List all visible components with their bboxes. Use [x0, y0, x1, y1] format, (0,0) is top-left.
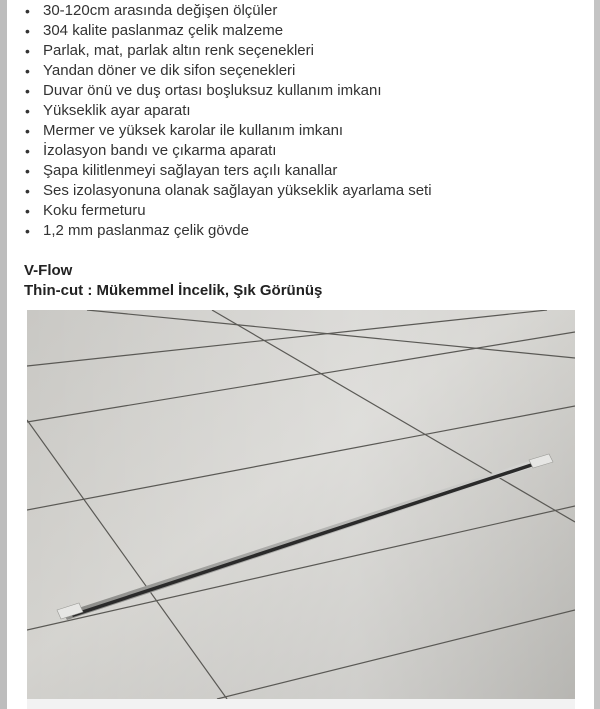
feature-item — [24, 1, 432, 21]
feature-text: 304 kalite paslanmaz çelik malzeme — [43, 22, 284, 39]
feature-text: Yandan döner ve dik sifon seçenekleri — [43, 62, 296, 79]
feature-item — [24, 161, 432, 181]
feature-text: Parlak, mat, parlak altın renk seçenekleri — [43, 42, 314, 59]
right-frame-border — [594, 0, 600, 709]
feature-item — [24, 81, 432, 101]
bullet-icon: • — [25, 143, 30, 159]
bullet-icon: • — [25, 203, 30, 219]
bullet-icon: • — [25, 123, 30, 139]
feature-text: 1,2 mm paslanmaz çelik gövde — [43, 222, 249, 239]
bullet-icon: • — [25, 103, 30, 119]
product-subtitle: Thin-cut : Mükemmel İncelik, Şık Görünüş — [24, 282, 323, 299]
feature-text: Yükseklik ayar aparatı — [43, 102, 191, 119]
feature-item — [24, 21, 432, 41]
feature-text: Ses izolasyonuna olanak sağlayan yükseklik ayarlama seti — [43, 182, 432, 199]
feature-text: Mermer ve yüksek karolar ile kullanım imkanı — [43, 122, 344, 139]
bullet-icon: • — [25, 183, 30, 199]
feature-item — [24, 141, 432, 161]
feature-list — [24, 1, 432, 241]
left-frame-border — [0, 0, 7, 709]
product-name: V-Flow — [24, 262, 73, 279]
light-reflection — [27, 310, 575, 699]
feature-text: Koku fermeturu — [43, 202, 146, 219]
feature-text: Duvar önü ve duş ortası boşluksuz kullanım imkanı — [43, 82, 382, 99]
product-photo — [27, 310, 575, 699]
feature-text: 30-120cm arasında değişen ölçüler — [43, 2, 278, 19]
feature-item — [24, 201, 432, 221]
bullet-icon: • — [25, 3, 30, 19]
feature-text: İzolasyon bandı ve çıkarma aparatı — [43, 142, 277, 159]
feature-item — [24, 181, 432, 201]
bullet-icon: • — [25, 163, 30, 179]
feature-item — [24, 61, 432, 81]
bullet-icon: • — [25, 23, 30, 39]
bullet-icon: • — [25, 43, 30, 59]
feature-item — [24, 121, 432, 141]
feature-item — [24, 101, 432, 121]
bullet-icon: • — [25, 63, 30, 79]
feature-item — [24, 221, 432, 241]
bullet-icon: • — [25, 223, 30, 239]
bottom-strip — [27, 699, 575, 709]
feature-item — [24, 41, 432, 61]
feature-text: Şapa kilitlenmeyi sağlayan ters açılı kanallar — [43, 162, 338, 179]
bullet-icon: • — [25, 83, 30, 99]
